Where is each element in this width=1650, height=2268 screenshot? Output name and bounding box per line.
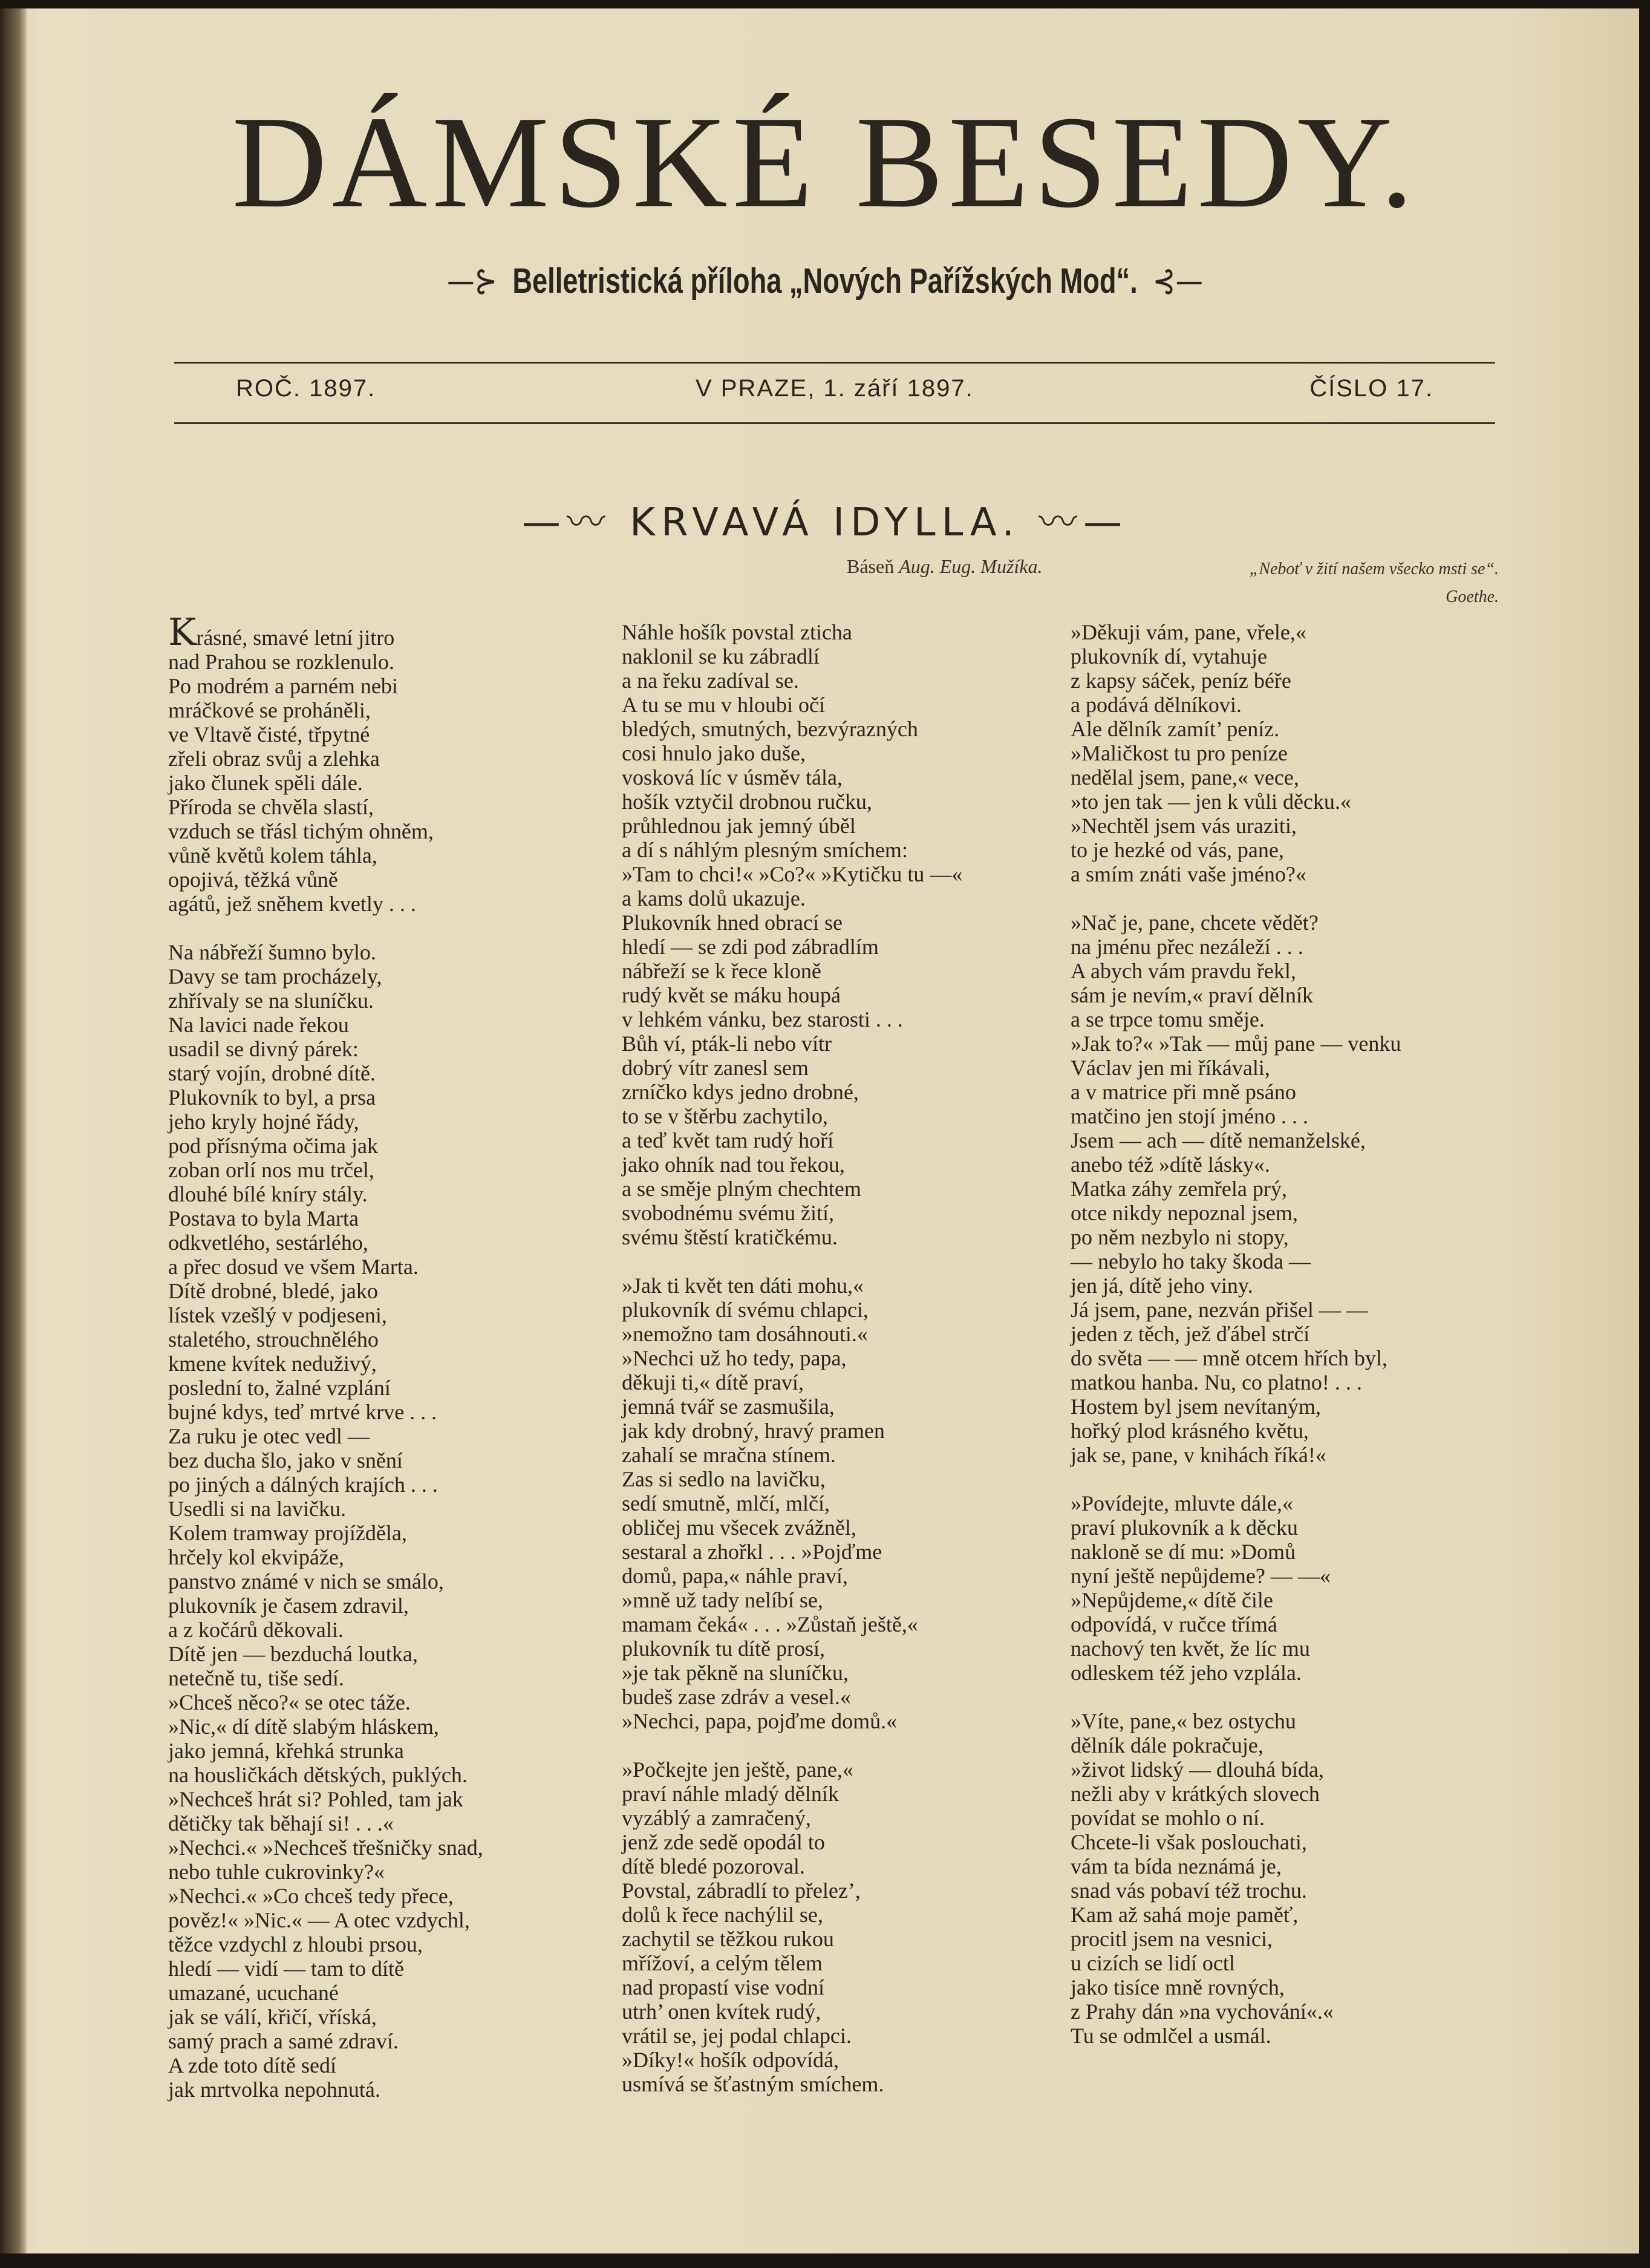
left-flourish-ornament: —⊱: [447, 260, 498, 301]
issue-year: ROČ. 1897.: [236, 375, 376, 402]
poem-title: KRVAVÁ IDYLLA.: [630, 500, 1020, 545]
stanza: »Víte, pane,« bez ostychu dělník dále pokračuje, »život lidský — dlouhá bída, nežli aby v krátkých slovech povídat se mohlo o ní. Chcete-li však poslouchati, vám ta bída neznámá je, snad vás pobaví též trochu. Kam až sahá moje paměť, procitl jsem na vesnici, u cizích se lidí octl jako tisíce mně rovných, z Prahy dán »na vychování«.« Tu se odmlčel a usmál.: [1071, 1709, 1334, 2048]
issue-rule-bottom: [174, 422, 1495, 424]
text-column-3: [1071, 620, 1506, 2072]
poem-byline: [847, 555, 1043, 578]
poem-title-row: [0, 491, 1650, 547]
byline-prefix: Báseň: [847, 555, 895, 577]
stanza: Na nábřeží šumno bylo. Davy se tam procházely, zhřívaly se na sluníčku. Na lavici nade řekou usadil se divný párek: starý vojín, drobné dítě. Plukovník to byl, a prsa jeho kryly hojné řády, pod přísnýma očima jak zoban orlí nos mu trčel, dlouhé bílé kníry stály. Postava to byla Marta odkvetlého, sestárlého, a přec dosud ve všem Marta. Dítě drobné, bledé, jako lístek vzešlý v podjeseni, staletého, strouchnělého kmene kvítek neduživý, poslední to, žalné vzplání bujné kdys, teď mrtvé krve . . . Za ruku je otec vedl — bez ducha šlo, jako v snění po jiných a dálných krajích . . . Usedli si na lavičku. Kolem tramway projížděla, hrčely kol ekvipáže, panstvo známé v nich se smálo, plukovník je časem zdravil, a z kočárů děkovali. Dítě jen — bezduchá loutka, netečně tu, tiše sedí. »Chceš něco?« se otec táže. »Nic,« dí dítě slabým hláskem, jako jemná, křehká strunka na housličkách dětských, puklých. »Nechceš hrát si? Pohled, tam jak dětičky tak běhají si! . . .« »Nechci.« »Nechceš třešničky snad, nebo tuhle cukrovinky?« »Nechci.« »Co chceš tedy přece, pověz!« »Nic.« — A otec vzdychl, těžce vzdychl z hloubi prsou, hledí — vidí — tam to dítě umazané, ucuchané jak se válí, křičí, vříská, samý prach a samé zdraví. A zde toto dítě sedí jak mrtvolka nepohnutá.: [168, 940, 483, 2102]
issue-number: ČÍSLO 17.: [1309, 375, 1433, 402]
drop-cap: K: [168, 610, 197, 654]
stanza: Náhle hošík povstal zticha naklonil se ku zábradlí a na řeku zadíval se. A tu se mu v hloubi očí bledých, smutných, bezvýrazných cosi hnulo jako duše, vosková líc v úsměv tála, hošík vztyčil drobnou ručku, průhlednou jak jemný úběl a dí s náhlým plesným smíchem: »Tam to chci!« »Co?« »Kytičku tu —« a kams dolů ukazuje. Plukovník hned obrací se hledí — se zdi pod zábradlím nábřeží se k řece kloně rudý květ se máku houpá v lehkém vánku, bez starosti . . . Bůh ví, pták-li nebo vítr dobrý vítr zanesl sem zrníčko kdys jedno drobné, to se v štěrbu zachytilo, a teď květ tam rudý hoří jako ohník nad tou řekou, a se směje plným chechtem svobodnému svému žití, svému štěstí kratičkému.: [622, 620, 963, 1249]
title-right-ornament: 〰—: [1039, 500, 1129, 545]
binding-spine: [0, 0, 27, 2268]
scan-edge-right: [1639, 0, 1650, 2268]
issue-place-date: V PRAZE, 1. září 1897.: [696, 375, 974, 402]
stanza: »Jak ti květ ten dáti mohu,« plukovník dí svému chlapci, »nemožno tam dosáhnouti.« »Nechci už ho tedy, papa, děkuji ti,« dítě praví, jemná tvář se zasmušila, jak kdy drobný, hravý pramen zahalí se mračna stínem. Zas si sedlo na lavičku, sedí smutně, mlčí, mlčí, obličej mu všecek zvážněl, sestaral a zhořkl . . . »Pojďme domů, papa,« náhle praví, »mně už tady nelíbí se, mamam čeká« . . . »Zůstaň ještě,« plukovník tu dítě prosí, »je tak pěkně na sluníčku, budeš zase zdráv a vesel.« »Nechci, papa, pojďme domů.«: [622, 1273, 918, 1733]
stanza-text: rásné, smavé letní jitro nad Prahou se rozklenulo. Po modrém a parném nebi mráčkové se proháněli, ve Vltavě čisté, třpytné zřeli obraz svůj a zlehka jako člunek spěli dále. Příroda se chvěla slastí, vzduch se třásl tichým ohněm, vůně květů kolem táhla, opojivá, těžká vůně agátů, jež sněhem kvetly . . .: [168, 626, 434, 916]
scan-edge-top: [0, 0, 1650, 8]
epigraph: [1250, 555, 1499, 611]
scan-edge-bottom: [0, 2253, 1650, 2268]
stanza: »Nač je, pane, chcete vědět? na jménu přec nezáleží . . . A abych vám pravdu řekl, sám je nevím,« praví dělník a se trpce tomu směje. »Jak to?« »Tak — můj pane — venku Václav jen mi říkávali, a v matrice při mně psáno matčino jen stojí jméno . . . Jsem — ach — dítě nemanželské, anebo též »dítě lásky«. Matka záhy zemřela prý, otce nikdy nepoznal jsem, po něm nezbylo ni stopy, — nebylo ho taky škoda — jen já, dítě jeho viny. Já jsem, pane, nezván přišel — — jeden z těch, jež ďábel strčí do světa — — mně otcem hřích byl, matkou hanba. Nu, co platno! . . . Hostem byl jsem nevítaným, hořký plod krásného květu, jak se, pane, v knihách říká!«: [1071, 910, 1401, 1467]
text-column-2: [622, 620, 1045, 2120]
title-left-ornament: —〰: [521, 500, 611, 545]
issue-rule-top: [174, 362, 1495, 364]
text-column-1: [168, 610, 567, 2126]
masthead-subtitle: Belletristická příloha „Nových Pařížských Mod“.: [512, 261, 1138, 301]
stanza: [168, 610, 567, 916]
masthead-subtitle-row: [181, 260, 1469, 301]
issue-line: [236, 375, 1433, 411]
epigraph-quote: „Neboť v žití našem všecko msti se“.: [1249, 560, 1499, 578]
stanza: »Povídejte, mluvte dále,« praví plukovník a k děcku nakloně se dí mu: »Domů nyní ještě nepůjdeme? — —« »Nepůjdeme,« dítě čile odpovídá, v ručce třímá nachový ten květ, že líc mu odleskem též jeho vzplála.: [1071, 1491, 1331, 1685]
masthead-title: DÁMSKÉ BESEDY.: [232, 90, 1418, 235]
stanza: »Děkuji vám, pane, vřele,« plukovník dí, vytahuje z kapsy sáček, peníz béře a podává dělníkovi. Ale dělník zamít’ peníz. »Maličkost tu pro peníze nedělal jsem, pane,« vece, »to jen tak — jen k vůli děcku.« »Nechtěl jsem vás uraziti, to je hezké od vás, pane, a smím znáti vaše jméno?«: [1071, 620, 1351, 886]
stanza: »Počkejte jen ještě, pane,« praví náhle mladý dělník vyzáblý a zamračený, jenž zde sedě opodál to dítě bledé pozoroval. Povstal, zábradlí to přelez’, dolů k řece nachýlil se, zachytil se těžkou rukou mřížoví, a celým tělem nad propastí vise vodní utrh’ onen kvítek rudý, vrátil se, jej podal chlapci. »Díky!« hošík odpovídá, usmívá se šťastným smíchem.: [622, 1757, 884, 2096]
epigraph-source: Goethe.: [1446, 587, 1499, 606]
right-flourish-ornament: ⊰—: [1152, 260, 1203, 301]
poem-author: Aug. Eug. Mužíka.: [899, 555, 1043, 577]
